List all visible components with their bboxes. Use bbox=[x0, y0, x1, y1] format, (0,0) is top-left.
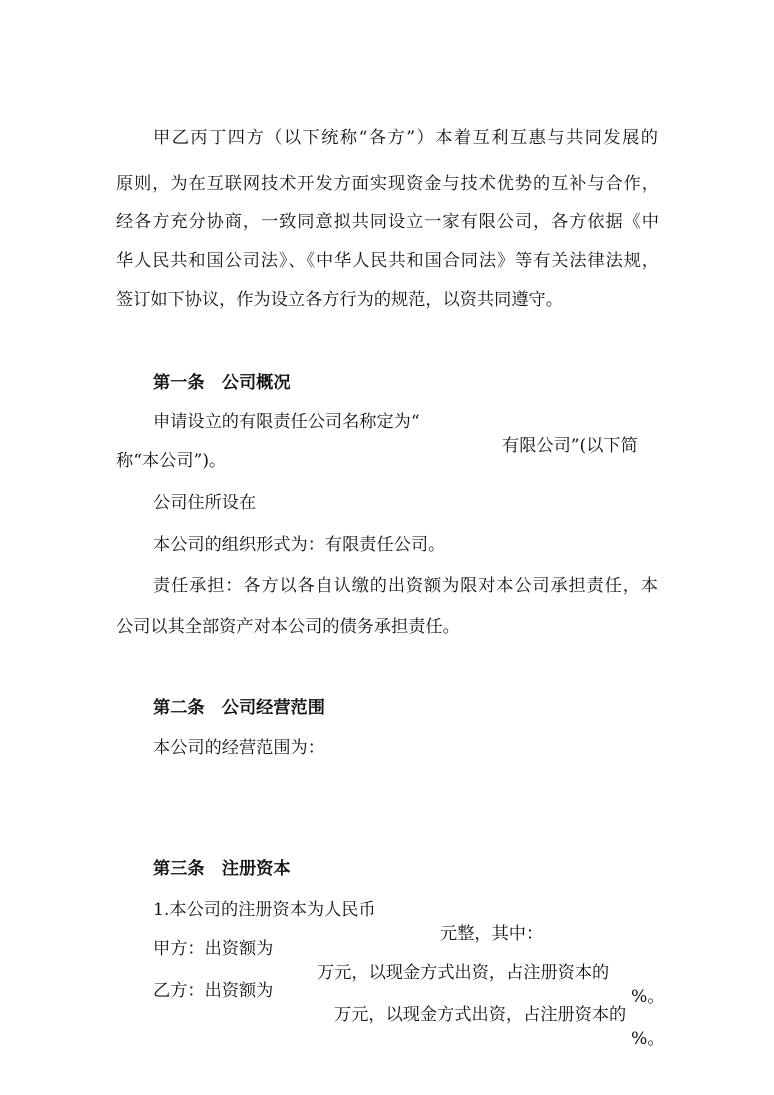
article-1-address: 公司住所设在 bbox=[153, 493, 257, 513]
preamble-line-3: 经各方充分协商，一致同意拟共同设立一家有限公司，各方依据《中 bbox=[116, 212, 659, 232]
article-2-title: 第二条 公司经营范围 bbox=[153, 698, 325, 718]
preamble-line-4: 华人民共和国公司法》、《中华人民共和国合同法》等有关法律法规， bbox=[116, 251, 659, 271]
preamble-line-1: 甲乙丙丁四方（以下统称“各方”）本着互利互惠与共同发展的 bbox=[153, 128, 658, 148]
article-1-liability-line-1: 责任承担：各方以各自认缴的出资额为限对本公司承担责任，本 bbox=[153, 576, 658, 596]
article-3-title: 第三条 注册资本 bbox=[153, 859, 291, 879]
article-3-party-a-line: 甲方：出资额为 万元，以现金方式出资，占注册资本的 %。 bbox=[153, 939, 665, 1007]
article-1-short-name-line: 称“本公司”)。 bbox=[116, 451, 227, 471]
article-3-capital-line: 1.本公司的注册资本为人民币 元整，其中： bbox=[153, 900, 544, 944]
article-1-title: 第一条 公司概况 bbox=[153, 373, 291, 393]
preamble-line-2: 原则，为在互联网技术开发方面实现资金与技术优势的互补与合作， bbox=[116, 174, 659, 194]
article-2-scope: 本公司的经营范围为： bbox=[153, 738, 325, 758]
article-1-form: 本公司的组织形式为：有限责任公司。 bbox=[153, 535, 446, 555]
article-3-party-b-line: 乙方：出资额为 万元，以现金方式出资，占注册资本的 %。 bbox=[153, 981, 665, 1049]
article-1-liability-line-2: 公司以其全部资产对本公司的债务承担责任。 bbox=[116, 617, 460, 637]
preamble-line-5: 签订如下协议，作为设立各方行为的规范，以资共同遵守。 bbox=[116, 290, 563, 310]
article-1-company-name-line: 申请设立的有限责任公司名称定为“ 有限公司”(以下简 bbox=[153, 412, 638, 456]
